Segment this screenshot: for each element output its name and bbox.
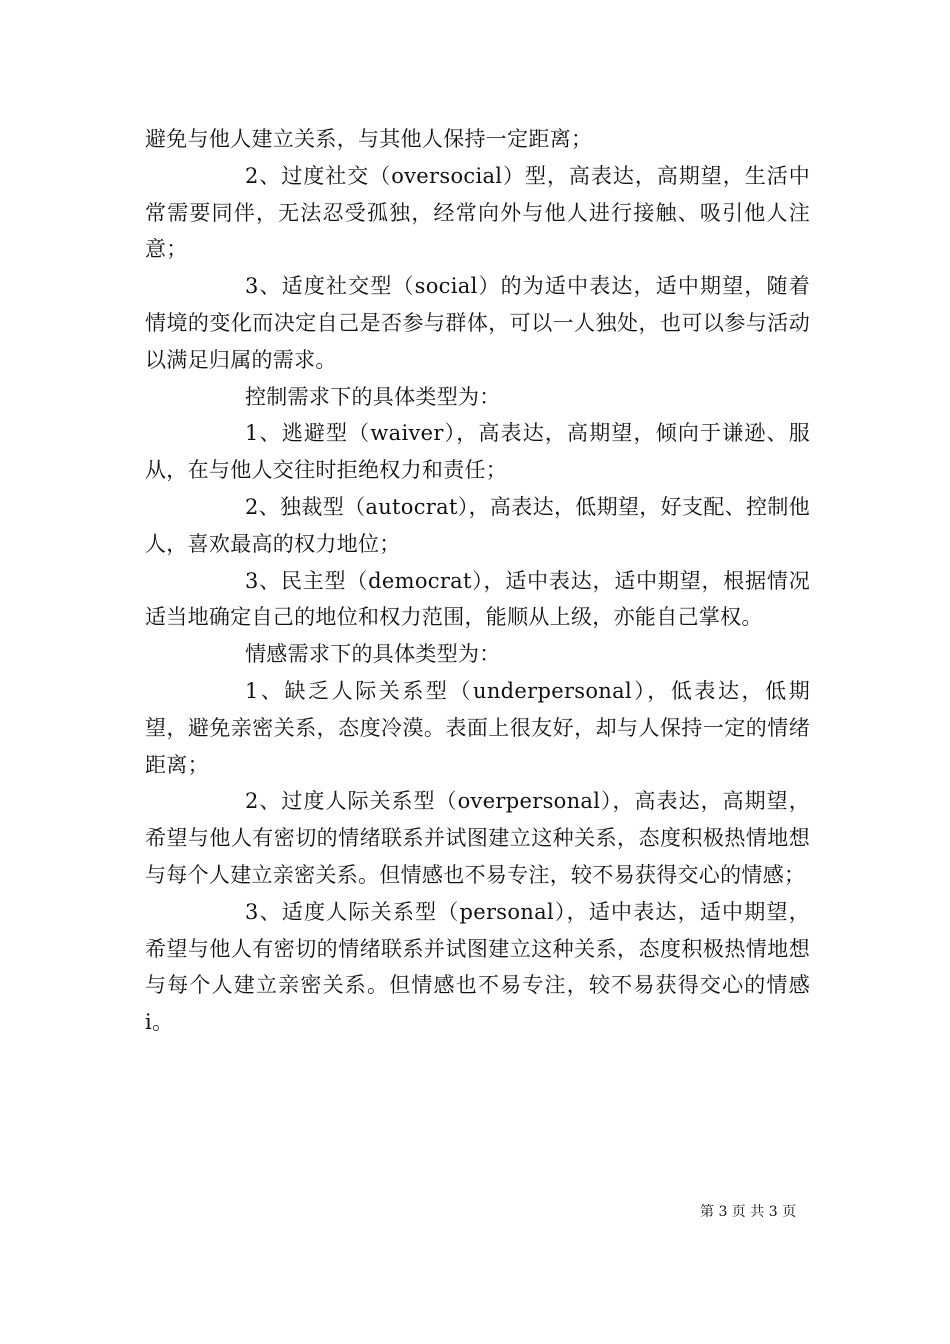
document-body [145, 121, 810, 1041]
paragraph-continuation: 避免与他人建立关系，与其他人保持一定距离； [145, 127, 593, 151]
paragraph-autocrat: 2、独裁型（autocrat），高表达，低期望，好支配、控制他人，喜欢最高的权力地位； [145, 494, 810, 556]
paragraph-social: 3、适度社交型（social）的为适中表达，适中期望，随着情境的变化而决定自己是否参与群体，可以一人独处，也可以参与活动以满足归属的需求。 [145, 274, 810, 372]
heading-affection-needs: 情感需求下的具体类型为： [245, 642, 501, 667]
page-number-footer: 第 3 页 共 3 页 [700, 1204, 797, 1220]
paragraph-democrat: 3、民主型（democrat），适中表达，适中期望，根据情况适当地确定自己的地位和权力范围，能顺从上级，亦能自己掌权。 [145, 568, 810, 630]
paragraph-oversocial: 2、过度社交（oversocial）型，高表达，高期望，生活中常需要同伴，无法忍受孤独，经常向外与他人进行接触、吸引他人注意； [145, 163, 810, 262]
paragraph-personal: 3、适度人际关系型（personal），适中表达，适中期望，希望与他人有密切的情绪联系并试图建立这种关系，态度积极热情地想与每个人建立亲密关系。但情感也不易专注，较不易获得交心的情感i。 [145, 899, 810, 1035]
paragraph-waiver: 1、逃避型（waiver），高表达，高期望，倾向于谦逊、服从，在与他人交往时拒绝权力和责任； [145, 421, 810, 483]
heading-control-needs: 控制需求下的具体类型为： [245, 384, 501, 409]
paragraph-underpersonal: 1、缺乏人际关系型（underpersonal），低表达，低期望，避免亲密关系，态度冷漠。表面上很友好，却与人保持一定的情绪距离； [145, 678, 810, 777]
paragraph-overpersonal: 2、过度人际关系型（overpersonal），高表达，高期望，希望与他人有密切的情绪联系并试图建立这种关系，态度积极热情地想与每个人建立亲密关系。但情感也不易专注，较不易获得交心的情感； [145, 789, 810, 887]
